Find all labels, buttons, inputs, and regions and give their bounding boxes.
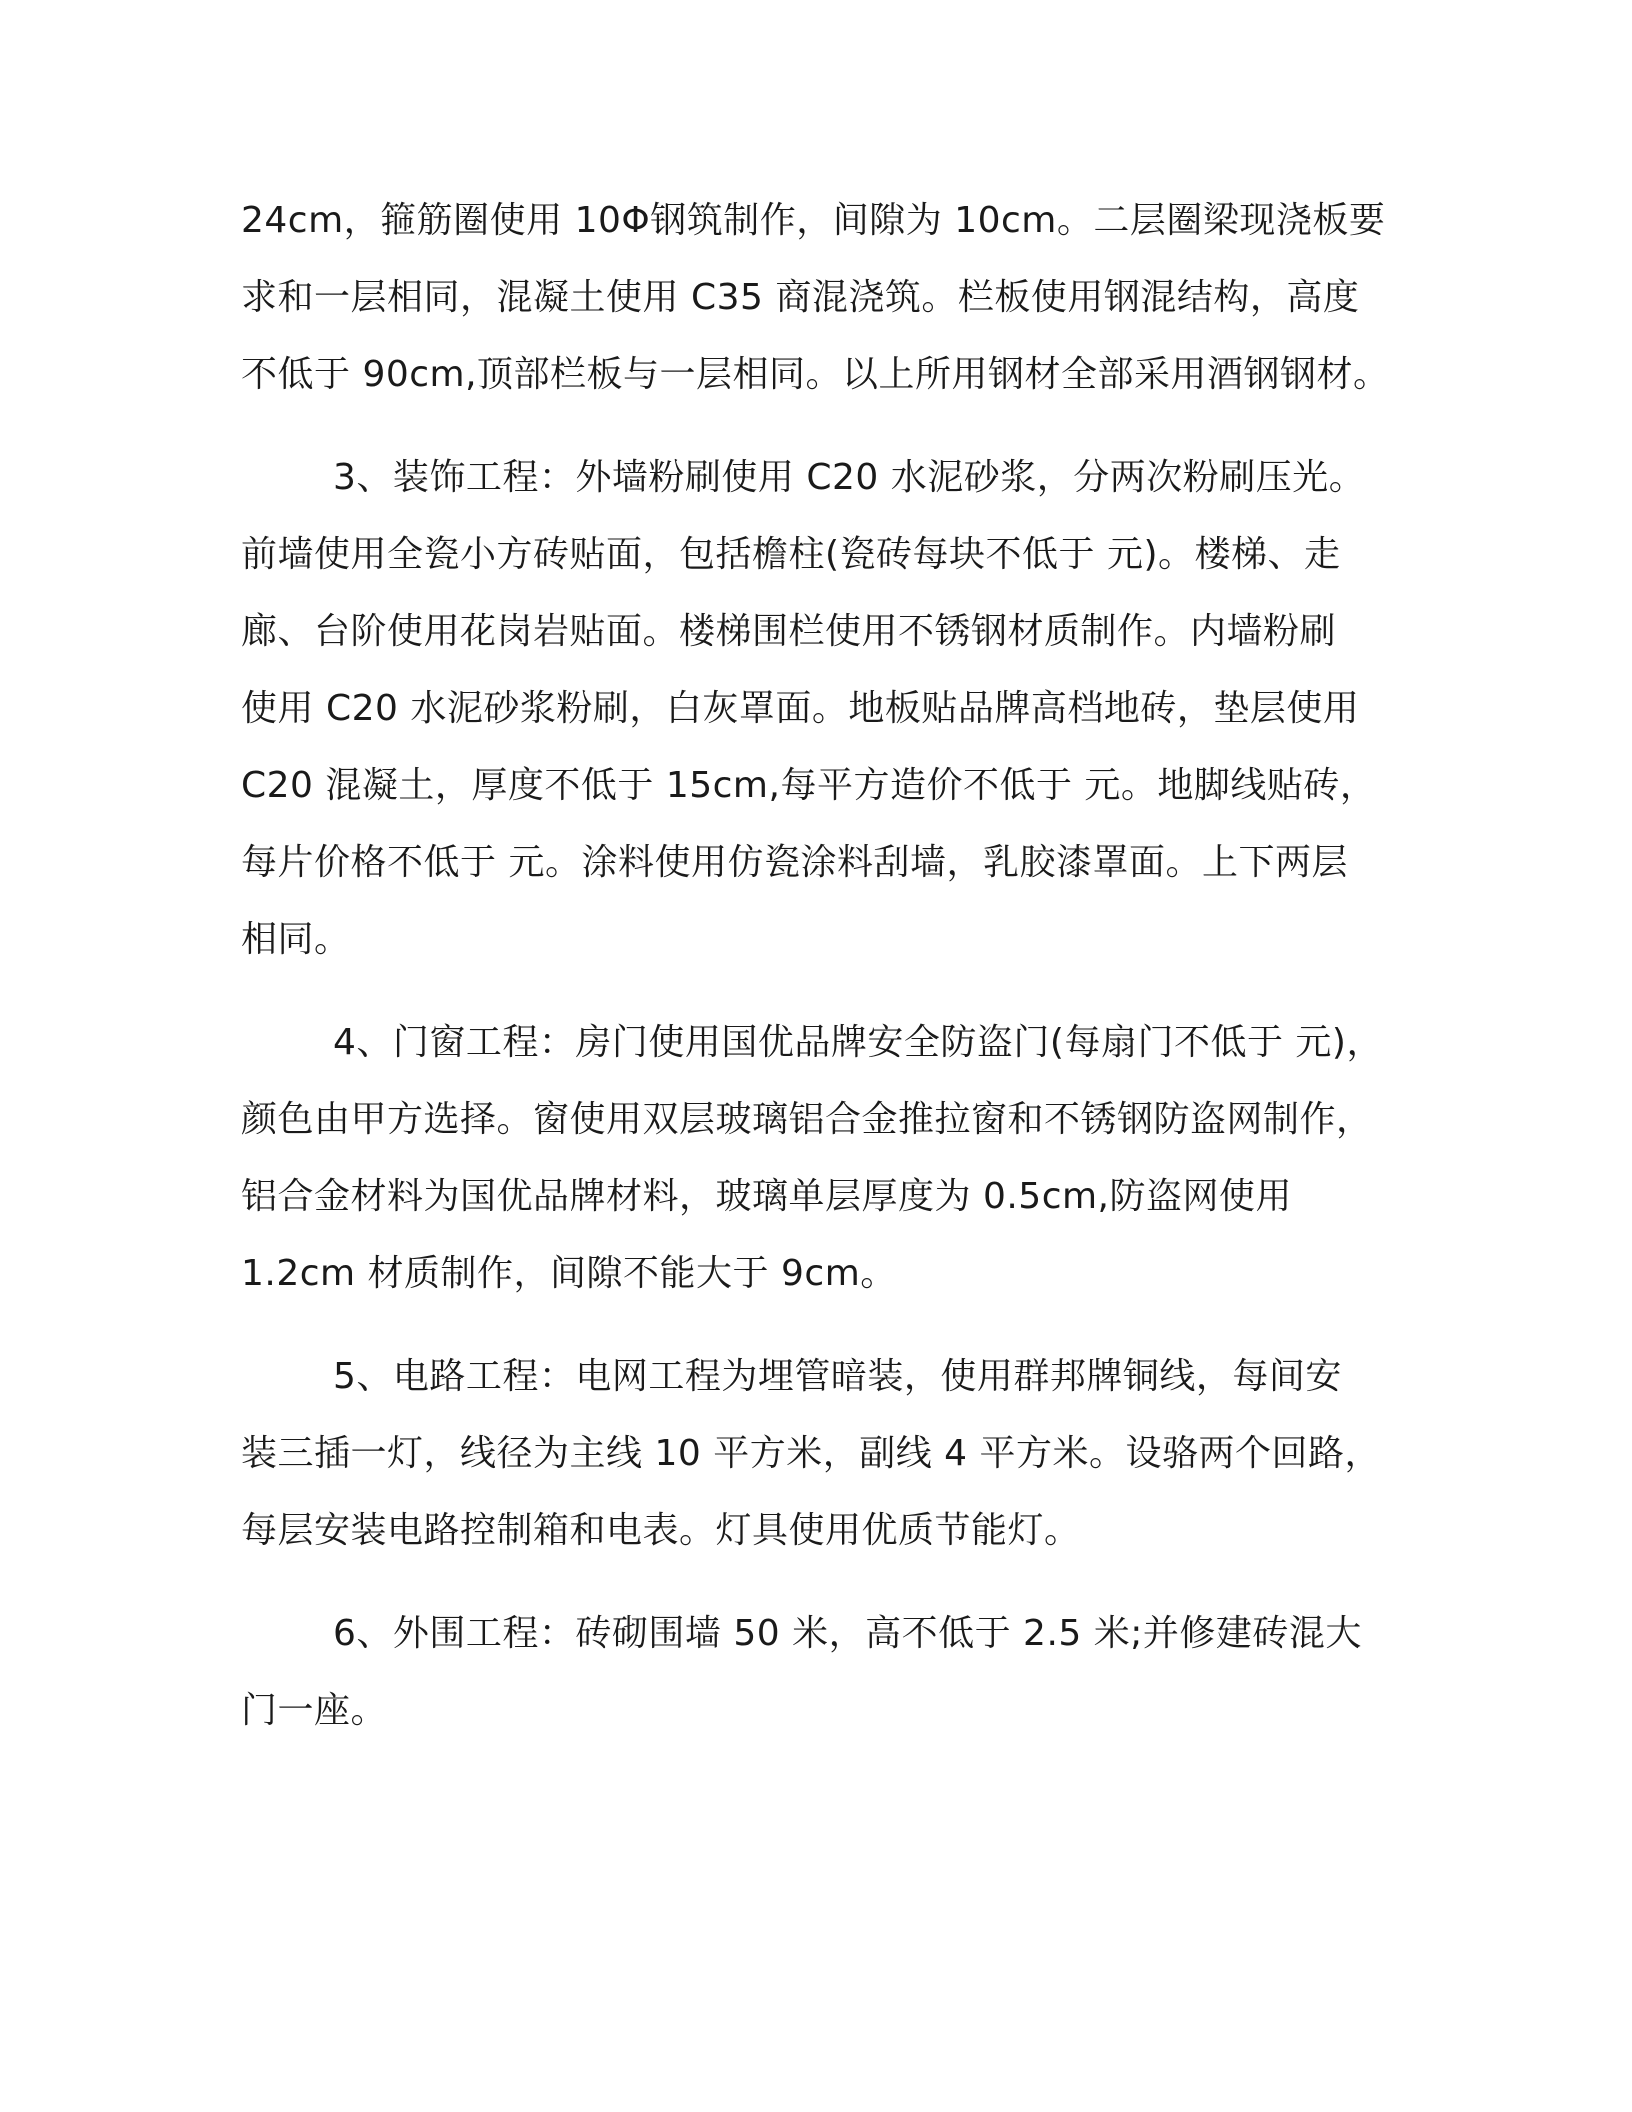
text-line: 不低于 90cm,顶部栏板与一层相同。以上所用钢材全部采用酒钢钢材。: [241, 354, 1390, 395]
text-line: 6、外围工程：砖砌围墙 50 米，高不低于 2.5 米;并修建砖混大: [333, 1613, 1362, 1654]
text-line: 24cm，箍筋圈使用 10Φ钢筑制作，间隙为 10cm。二层圈梁现浇板要: [241, 200, 1386, 241]
paragraph-spacer: [241, 1312, 1401, 1338]
text-line: 前墙使用全瓷小方砖贴面，包括檐柱(瓷砖每块不低于 元)。楼梯、走: [241, 534, 1341, 575]
text-line: 5、电路工程：电网工程为埋管暗装，使用群邦牌铜线，每间安: [333, 1356, 1342, 1397]
text-line: 4、门窗工程：房门使用国优品牌安全防盗门(每扇门不低于 元)，: [333, 1022, 1383, 1063]
paragraph-enclosure-works: [241, 1595, 1401, 1749]
text-line: 廊、台阶使用花岗岩贴面。楼梯围栏使用不锈钢材质制作。内墙粉刷: [241, 611, 1337, 652]
text-line: 求和一层相同，混凝土使用 C35 商混浇筑。栏板使用钢混结构，高度: [241, 277, 1360, 318]
text-line: 相同。: [241, 919, 351, 960]
paragraph-doors-windows: [241, 1004, 1401, 1312]
text-line: 门一座。: [241, 1690, 388, 1731]
paragraph-electrical-works: [241, 1338, 1401, 1569]
text-line: 颜色由甲方选择。窗使用双层玻璃铝合金推拉窗和不锈钢防盗网制作，: [241, 1099, 1373, 1140]
text-line: 1.2cm 材质制作，间隙不能大于 9cm。: [241, 1253, 897, 1294]
paragraph-structure-continued: [241, 182, 1401, 413]
text-line: 装三插一灯，线径为主线 10 平方米，副线 4 平方米。设骆两个回路，: [241, 1433, 1381, 1474]
paragraph-decoration-works: [241, 439, 1401, 978]
text-line: 每片价格不低于 元。涂料使用仿瓷涂料刮墙，乳胶漆罩面。上下两层: [241, 842, 1348, 883]
document-body: [241, 182, 1401, 1749]
paragraph-spacer: [241, 413, 1401, 439]
paragraph-spacer: [241, 1569, 1401, 1595]
text-line: 使用 C20 水泥砂浆粉刷，白灰罩面。地板贴品牌高档地砖，垫层使用: [241, 688, 1360, 729]
text-line: C20 混凝土，厚度不低于 15cm,每平方造价不低于 元。地脚线贴砖，: [241, 765, 1377, 806]
text-line: 铝合金材料为国优品牌材料，玻璃单层厚度为 0.5cm,防盗网使用: [241, 1176, 1293, 1217]
paragraph-spacer: [241, 978, 1401, 1004]
text-line: 每层安装电路控制箱和电表。灯具使用优质节能灯。: [241, 1510, 1081, 1551]
text-line: 3、装饰工程：外墙粉刷使用 C20 水泥砂浆，分两次粉刷压光。: [333, 457, 1366, 498]
